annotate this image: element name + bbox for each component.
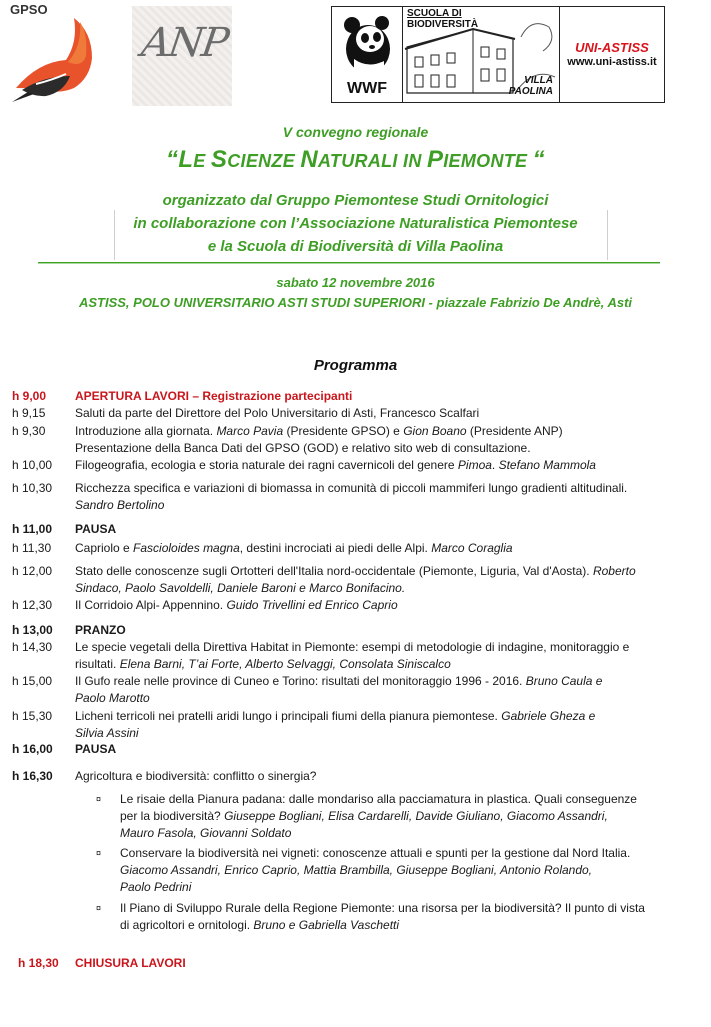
organizer-line-2: in collaborazione con l’Associazione Naturalistica Piemontese [133, 215, 578, 232]
desc-text: Licheni terricoli nei pratelli aridi lungo i principali fiumi della pianura piemontese. [75, 709, 502, 723]
schedule-time: h 9,00 [12, 389, 47, 403]
sub-item-text [120, 791, 665, 842]
gpso-logo [8, 2, 108, 107]
bird-icon [8, 2, 108, 107]
schedule-time: h 16,30 [12, 769, 53, 783]
main-title-part: “ [532, 146, 545, 173]
schedule-desc [75, 457, 672, 474]
schedule-desc [75, 480, 672, 514]
desc-text: per la biodiversità? [120, 809, 225, 823]
uni-astiss-logo [559, 6, 665, 103]
sub-item-text [120, 845, 665, 896]
speaker: Elena Barni, T’ai Forte, Alberto Selvaggi, Consolata Siniscalco [119, 657, 451, 671]
uni-astiss-url: www.uni-astiss.it [567, 56, 657, 68]
speaker: Gabriele Gheza e [501, 709, 596, 723]
speaker: Marco Pavia [216, 424, 284, 438]
scuola-logo-line2: BIODIVERSITÀ [407, 19, 479, 30]
scuola-logo-line3: VILLA [524, 75, 553, 86]
schedule-time: h 10,00 [12, 458, 53, 472]
speaker: Paolo Marotto [75, 691, 150, 705]
main-title-part: “L [166, 146, 194, 173]
schedule-time: h 14,30 [12, 640, 53, 654]
bullet-icon: ¤ [96, 903, 102, 913]
schedule-desc: PRANZO [75, 623, 126, 637]
schedule-desc [75, 708, 672, 742]
schedule-desc [75, 639, 672, 673]
event-date: sabato 12 novembre 2016 [276, 275, 435, 290]
schedule-time: h 10,30 [12, 481, 53, 495]
scuola-biodiversita-logo [402, 6, 560, 103]
speaker: Stefano Mammola [498, 458, 596, 472]
event-venue: ASTISS, POLO UNIVERSITARIO ASTI STUDI SUPERIORI - piazzale Fabrizio De Andrè, Asti [78, 295, 633, 310]
species-name: Fascioloides magna [133, 541, 240, 555]
speaker: Bruno Caula e [525, 674, 603, 688]
schedule-time: h 11,30 [12, 541, 52, 555]
schedule-desc: CHIUSURA LAVORI [75, 956, 186, 970]
anp-logo-text: ANP [138, 20, 231, 66]
uni-astiss-name: UNI-ASTISS [575, 40, 649, 55]
desc-text: Il Piano di Sviluppo Rurale della Regione Piemonte: una risorsa per la biodiversità? Il punto di vista [120, 901, 645, 915]
schedule-time: h 16,00 [12, 742, 53, 756]
schedule-desc: PAUSA [75, 742, 117, 756]
speaker: Mauro Fasola, Giovanni Soldato [120, 826, 292, 840]
sub-item-text [120, 900, 665, 934]
desc-text: (Presidente GPSO) e [283, 424, 404, 438]
scuola-logo-line1: SCUOLA DI [407, 8, 462, 19]
speaker: Paolo Pedrini [120, 880, 192, 894]
schedule-time: h 11,00 [12, 522, 53, 536]
schedule-time: h 18,30 [18, 956, 59, 970]
schedule-time: h 12,30 [12, 598, 53, 612]
speaker: Silvia Assini [75, 726, 139, 740]
organizer-line-1: organizzato dal Gruppo Piemontese Studi Ornitologici [162, 192, 549, 209]
main-title-part: P [426, 146, 444, 173]
gpso-logo-text: GPSO [10, 2, 48, 17]
bullet-icon: ¤ [96, 794, 102, 804]
wwf-logo-text: WWF [347, 80, 387, 97]
schedule-desc [75, 423, 672, 457]
schedule-time: h 13,00 [12, 623, 53, 637]
schedule-desc [75, 540, 672, 557]
schedule-desc [75, 673, 672, 707]
desc-text: risultati. [75, 657, 120, 671]
schedule-time: h 9,15 [12, 406, 46, 420]
schedule-time: h 9,30 [12, 424, 46, 438]
main-title-part: CIENZE [227, 151, 301, 171]
speaker: Gion Boano [403, 424, 467, 438]
desc-text: Filogeografia, ecologia e storia naturale dei ragni cavernicoli del genere [75, 458, 458, 472]
speaker: Roberto [592, 564, 636, 578]
desc-text: Stato delle conoscenze sugli Ortotteri dell'Italia nord-occidentale (Piemonte, Liguria, Val d'Aosta). [75, 564, 593, 578]
programma-heading: Programma [313, 357, 398, 374]
speaker: Sindaco, Paolo Savoldelli, Daniele Baroni e Marco Bonifacino. [75, 581, 406, 595]
speaker: Marco Coraglia [431, 541, 513, 555]
desc-text: Conservare la biodiversità nei vigneti: conoscenze attuali e spunti per la gestione dal Nord Italia. [120, 846, 631, 860]
organizer-line-3: e la Scuola di Biodiversità di Villa Paolina [207, 238, 504, 255]
main-title-part: ATURALI IN [317, 151, 427, 171]
main-title-part: IEMONTE [443, 151, 533, 171]
desc-text: di agricoltori e ornitologi. [120, 918, 254, 932]
wwf-logo [331, 6, 403, 103]
convegno-label: V convegno regionale [282, 124, 429, 140]
desc-text: (Presidente ANP) [466, 424, 563, 438]
panda-icon [332, 9, 402, 79]
main-title-part: E [193, 151, 211, 171]
main-title [0, 146, 711, 174]
desc-text: Le specie vegetali della Direttiva Habitat in Piemonte: esempi di metodologie di indagine, monitoraggio e [75, 640, 630, 654]
desc-text: . [491, 458, 499, 472]
desc-text: Il Gufo reale nelle province di Cuneo e Torino: risultati del monitoraggio 1996 - 2016. [75, 674, 526, 688]
schedule-desc: Agricoltura e biodiversità: conflitto o sinergia? [75, 769, 317, 783]
speaker: Sandro Bertolino [75, 498, 165, 512]
main-title-part: N [300, 146, 318, 173]
desc-text: , destini incrociati ai piedi delle Alpi. [239, 541, 432, 555]
schedule-time: h 15,00 [12, 674, 53, 688]
desc-text: Le risaie della Pianura padana: dalle mondariso alla pacciamatura in plastica. Quali conseguenze [120, 792, 637, 806]
speaker: Giuseppe Bogliani, Elisa Cardarelli, Davide Giuliano, Giacomo Assandri, [224, 809, 608, 823]
bullet-icon: ¤ [96, 848, 102, 858]
scuola-logo-line4: PAOLINA [508, 86, 553, 97]
schedule-desc [75, 597, 672, 614]
speaker: Guido Trivellini ed Enrico Caprio [226, 598, 398, 612]
divider [38, 262, 660, 263]
schedule-desc [75, 563, 672, 597]
desc-text: Presentazione della Banca Dati del GPSO (GOD) e relativo sito web di consultazione. [75, 441, 531, 455]
desc-text: Introduzione alla giornata. [75, 424, 217, 438]
speaker: Giacomo Assandri, Enrico Caprio, Mattia Brambilla, Giuseppe Bogliani, Antonio Rolando, [120, 863, 593, 877]
species-name: Pimoa [457, 458, 492, 472]
main-title-part: S [210, 146, 228, 173]
speaker: Bruno e Gabriella Vaschetti [253, 918, 400, 932]
schedule-desc: Saluti da parte del Direttore del Polo Universitario di Asti, Francesco Scalfari [75, 406, 480, 420]
anp-logo [132, 6, 232, 106]
desc-text: Capriolo e [75, 541, 134, 555]
schedule-time: h 15,30 [12, 709, 53, 723]
desc-text: Ricchezza specifica e variazioni di biomassa in comunità di piccoli mammiferi lungo gradienti altitudinali. [75, 481, 628, 495]
desc-text: Il Corridoio Alpi- Appennino. [75, 598, 227, 612]
schedule-time: h 12,00 [12, 564, 53, 578]
schedule-desc: APERTURA LAVORI – Registrazione partecipanti [75, 389, 353, 403]
schedule-desc: PAUSA [75, 522, 117, 536]
